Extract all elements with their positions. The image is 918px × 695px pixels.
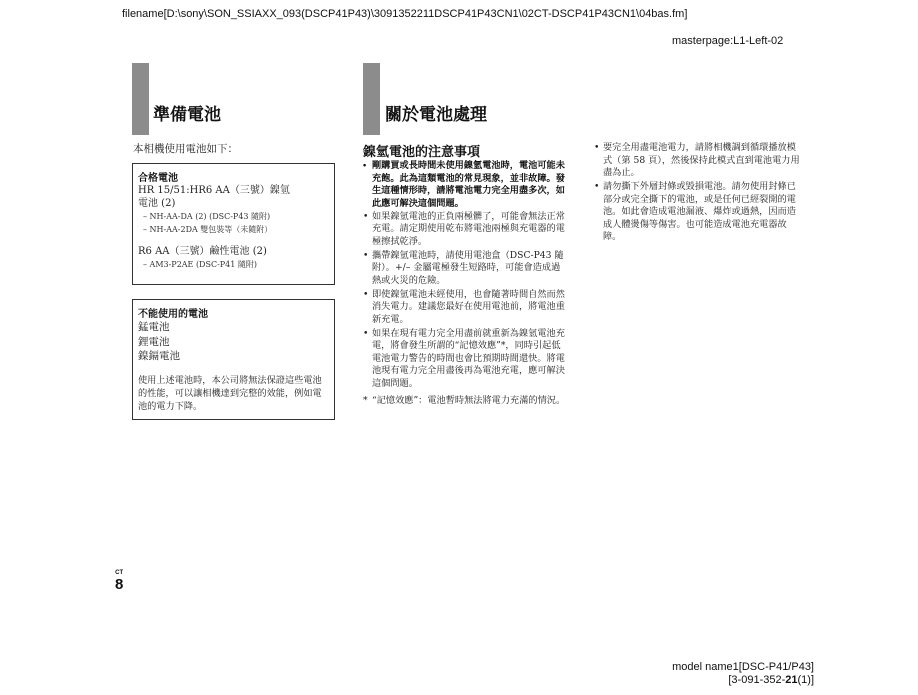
unusable-item: 鋰電池 (138, 335, 170, 348)
section-bar-left (132, 63, 149, 135)
nimh-notes-heading: 鎳氫電池的注意事項 (363, 144, 481, 159)
right-notes-list (594, 142, 802, 245)
compatible-line-hr15: HR 15/51:HR6 AA（三號）鎳氫 (138, 185, 290, 196)
unusable-item: 鎳鎘電池 (138, 350, 180, 362)
nimh-note-item: • 即使鎳氫電池未經使用，也會隨著時間自然而然消失電力。建議您最好在使用電池前，將電池重新充電。 (363, 289, 569, 327)
intro-text: 本相機使用電池如下： (133, 143, 238, 155)
model-name: model name1[DSC-P41/P43] (672, 661, 814, 673)
compatible-line-r6: R6 AA（三號）鹼性電池 (2) (138, 246, 267, 257)
unusable-item: 錳電池 (138, 321, 170, 333)
section-bar-middle (363, 63, 380, 135)
model-info (672, 661, 814, 687)
page-number: 8 (115, 576, 124, 593)
page-number-block (115, 570, 123, 593)
footnote-mark: * (363, 395, 368, 406)
nimh-notes-list (363, 159, 569, 408)
footnote-text: “記憶效應”：電池暫時無法將電力充滿的情況。 (372, 395, 566, 406)
battery-note-item: • 要完全用盡電池電力，請將相機調到循環播放模式（第 58 頁），然後保持此模式直到電池電力用盡為止。 (594, 142, 802, 180)
language-code: CT (115, 570, 124, 576)
compatible-line-count: 電池 (2) (138, 198, 176, 209)
unusable-batteries-title: 不能使用的電池 (138, 309, 208, 320)
nimh-note-item: • 攜帶鎳氫電池時，請使用電池盒（DSC-P43 隨附）。+/– 金屬電極發生短路時，可能會造成過熱或火災的危險。 (363, 250, 569, 288)
model-code-version: 21 (785, 674, 798, 686)
model-code (672, 674, 814, 687)
memory-effect-footnote (363, 395, 569, 408)
unusable-batteries-box (132, 299, 335, 420)
nimh-note-item: • 剛購買或長時間未使用鎳氫電池時，電池可能未充飽。此為這類電池的常見現象，並非故障。發生這種情形時，請將電池電力完全用盡多次，如此應可解決這個問題。 (363, 159, 569, 209)
model-code-suffix: (1)] (797, 674, 814, 686)
masterpage-label: masterpage:L1-Left-02 (672, 35, 784, 47)
compatible-sub-nh-aa-2da: – NH-AA-2DA 雙包裝等（未隨附） (143, 225, 273, 234)
battery-note-item: • 請勿撕下外層封條或毀損電池。請勿使用封條已部分或完全撕下的電池，或是任何已經裂開的電池。如此會造成電池漏液、爆炸或過熱，因而造成人體燙傷等傷害。也可能造成電池充電器故障。 (594, 181, 802, 244)
section-title-prepare-battery: 準備電池 (153, 105, 221, 124)
nimh-note-item: • 如果鎳氫電池的正負兩極髒了，可能會無法正常充電。請定期使用乾布將電池兩極與充電器的電極擦拭乾淨。 (363, 211, 569, 249)
compatible-sub-am3: – AM3-P2AE (DSC-P41 隨附) (143, 260, 258, 269)
compatible-batteries-box (132, 163, 335, 285)
filename-header: filename[D:\sony\SON_SSIAXX_093(DSCP41P43)\3091352211DSCP41P43CN1\02CT-DSCP41P43CN1\04bas.fm] (122, 8, 688, 20)
model-code-prefix: [3-091-352- (728, 674, 786, 686)
compatible-sub-nh-aa-da: – NH-AA-DA (2) (DSC-P43 隨附) (143, 212, 271, 221)
nimh-note-item: • 如果在現有電力完全用盡前就重新為鎳氫電池充電，將會發生所謂的“記憶效應”*，同時引起低電池電力警告的時間也會比預期時間還快。將電池現有電力完全用盡後再為電池充電，應可解決這個問題。 (363, 328, 569, 391)
unusable-note: 使用上述電池時，本公司將無法保證這些電池的性能，可以讓相機達到完整的效能，例如電池的電力下降。 (138, 374, 322, 412)
section-title-battery-handling: 關於電池處理 (385, 105, 487, 124)
compatible-batteries-title: 合格電池 (138, 173, 178, 184)
